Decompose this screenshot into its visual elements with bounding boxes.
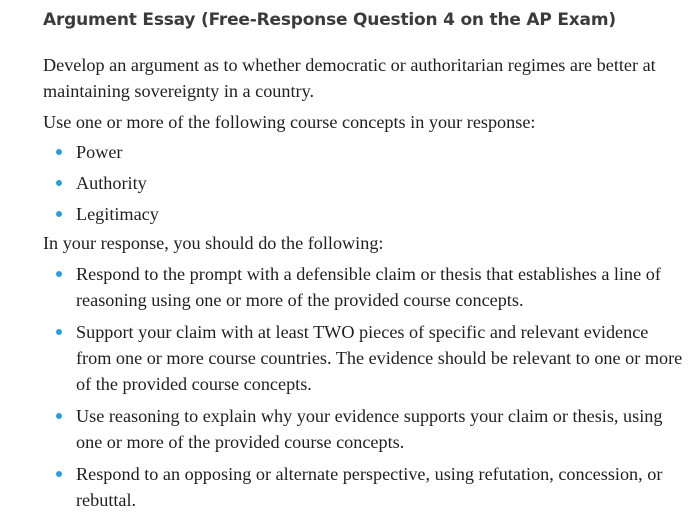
bullet-icon [56, 211, 62, 217]
list-item [43, 201, 683, 227]
bullet-icon [56, 271, 62, 277]
concepts-list [43, 139, 683, 232]
bullet-icon [56, 149, 62, 155]
bullet-icon [56, 471, 62, 477]
bullet-icon [56, 329, 62, 335]
prompt-text: Develop an argument as to whether democratic or authoritarian regimes are better at maintaining sovereignty in a country. [43, 55, 656, 101]
bullet-icon [56, 413, 62, 419]
list-item [43, 319, 683, 397]
list-item [43, 403, 683, 455]
list-item [43, 261, 683, 313]
list-item [43, 461, 683, 513]
concept-label: Authority [76, 173, 147, 193]
concepts-intro: Use one or more of the following course concepts in your response: [43, 112, 536, 132]
task-text: Respond to an opposing or alternate perspective, using refutation, concession, or rebuttal. [76, 464, 663, 510]
bullet-icon [56, 180, 62, 186]
task-text: Use reasoning to explain why your evidence supports your claim or thesis, using one or more of the provided course concepts. [76, 406, 663, 452]
task-text: Respond to the prompt with a defensible claim or thesis that establishes a line of reasoning using one or more of the provided course concepts. [76, 264, 661, 310]
concept-label: Power [76, 142, 123, 162]
page-title: Argument Essay (Free-Response Question 4 on the AP Exam) [43, 10, 616, 30]
tasks-list [43, 261, 683, 519]
concept-label: Legitimacy [76, 204, 159, 224]
list-item [43, 139, 683, 165]
list-item [43, 170, 683, 196]
task-text: Support your claim with at least TWO pieces of specific and relevant evidence from one or more course countries. The evidence should be relevant to one or more of the provided course concepts. [76, 322, 683, 394]
tasks-intro: In your response, you should do the following: [43, 233, 384, 253]
